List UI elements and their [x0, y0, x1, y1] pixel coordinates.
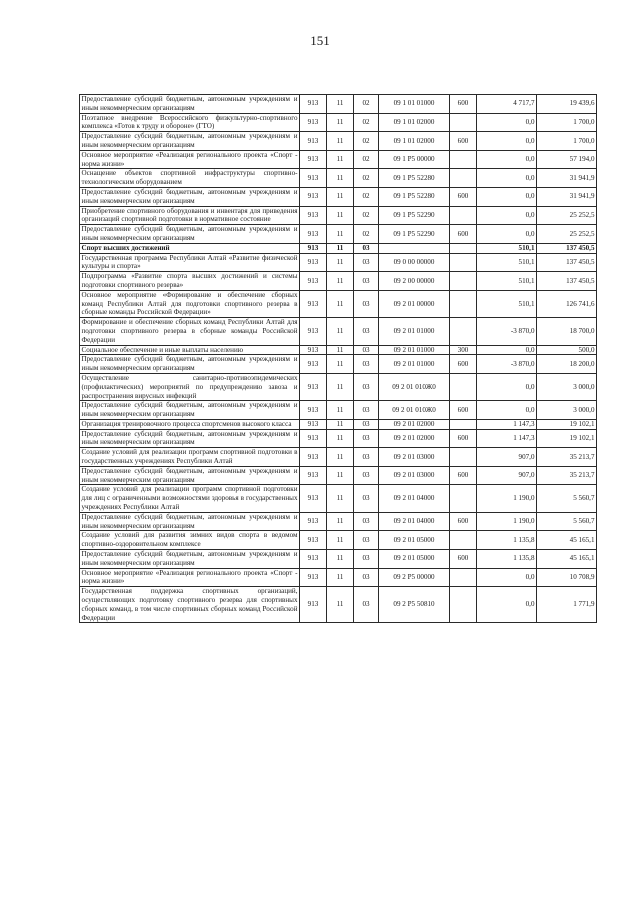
- cell-grbs: 913: [300, 485, 327, 512]
- cell-amount-change: 0,0: [477, 132, 537, 151]
- table-row: [80, 132, 597, 151]
- cell-subsection: 02: [354, 150, 379, 169]
- table-row: [80, 512, 597, 531]
- cell-subsection: 02: [354, 225, 379, 244]
- cell-amount-change: 0,0: [477, 150, 537, 169]
- cell-section: 11: [327, 318, 354, 345]
- cell-expense-type: 600: [450, 355, 477, 374]
- cell-section: 11: [327, 512, 354, 531]
- cell-target-article: 09 2 P5 00000: [379, 568, 450, 587]
- cell-target-article: 09 2 01 04000: [379, 485, 450, 512]
- table-row: [80, 587, 597, 623]
- cell-grbs: 913: [300, 466, 327, 485]
- budget-table: [79, 94, 597, 623]
- cell-section: 11: [327, 419, 354, 429]
- cell-amount-total: 25 252,5: [537, 225, 597, 244]
- cell-target-article: 09 2 01 02000: [379, 429, 450, 448]
- cell-grbs: 913: [300, 531, 327, 550]
- table-row: [80, 169, 597, 188]
- cell-expense-type: [450, 587, 477, 623]
- cell-section: 11: [327, 243, 354, 253]
- cell-target-article: 09 1 01 02000: [379, 113, 450, 132]
- cell-target-article: 09 2 01 01000: [379, 355, 450, 374]
- table-row: [80, 150, 597, 169]
- cell-amount-total: 45 165,1: [537, 550, 597, 569]
- cell-target-article: 09 2 01 03000: [379, 448, 450, 467]
- cell-name: Приобретение спортивного оборудования и инвентаря для приведения организаций спортивной подготовки в нормативное состояние: [81, 206, 298, 224]
- table-row: [80, 187, 597, 206]
- cell-subsection: 02: [354, 169, 379, 188]
- cell-subsection: 03: [354, 253, 379, 272]
- cell-subsection: 03: [354, 531, 379, 550]
- cell-amount-total: 25 252,5: [537, 206, 597, 225]
- cell-target-article: 09 1 P5 52290: [379, 225, 450, 244]
- cell-expense-type: [450, 253, 477, 272]
- table-row: [80, 290, 597, 317]
- cell-grbs: 913: [300, 568, 327, 587]
- cell-grbs: 913: [300, 355, 327, 374]
- cell-grbs: 913: [300, 206, 327, 225]
- cell-section: 11: [327, 485, 354, 512]
- cell-expense-type: [450, 448, 477, 467]
- cell-expense-type: 600: [450, 401, 477, 420]
- cell-amount-change: 510,1: [477, 272, 537, 291]
- cell-grbs: 913: [300, 318, 327, 345]
- cell-amount-change: 0,0: [477, 113, 537, 132]
- cell-expense-type: [450, 318, 477, 345]
- cell-expense-type: [450, 373, 477, 400]
- cell-subsection: 03: [354, 466, 379, 485]
- table-row: [80, 485, 597, 512]
- table-row: [80, 345, 597, 355]
- cell-name: Основное мероприятие «Формирование и обеспечение сборных команд Республики Алтай для подготовки спортивного резерва в сборные команды Российской Федерации»: [81, 290, 298, 317]
- cell-amount-total: 126 741,6: [537, 290, 597, 317]
- cell-expense-type: 300: [450, 345, 477, 355]
- cell-amount-change: 0,0: [477, 587, 537, 623]
- cell-amount-change: 4 717,7: [477, 95, 537, 114]
- cell-section: 11: [327, 206, 354, 225]
- cell-name: Создание условий для реализации программ спортивной подготовки для лиц с ограниченными возможностями здоровья в государственных учреждениях Республики Алтай: [81, 485, 298, 512]
- table-row: [80, 272, 597, 291]
- cell-amount-change: 1 147,3: [477, 419, 537, 429]
- cell-name: Предоставление субсидий бюджетным, автономным учреждениям и иным некоммерческим организациям: [81, 355, 298, 373]
- table-row: [80, 253, 597, 272]
- table-row: [80, 531, 597, 550]
- cell-name: Социальное обеспечение и иные выплаты населению: [80, 345, 300, 355]
- cell-subsection: 03: [354, 587, 379, 623]
- cell-grbs: 913: [300, 345, 327, 355]
- cell-subsection: 02: [354, 95, 379, 114]
- cell-amount-change: 1 190,0: [477, 512, 537, 531]
- cell-grbs: 913: [300, 448, 327, 467]
- cell-amount-change: 1 147,3: [477, 429, 537, 448]
- cell-subsection: 03: [354, 485, 379, 512]
- table-row: [80, 95, 597, 114]
- cell-section: 11: [327, 466, 354, 485]
- cell-amount-total: 5 560,7: [537, 512, 597, 531]
- cell-name: Предоставление субсидий бюджетным, автономным учреждениям и иным некоммерческим организациям: [81, 466, 298, 484]
- table-row: [80, 206, 597, 225]
- cell-expense-type: [450, 568, 477, 587]
- cell-name: Подпрограмма «Развитие спорта высших достижений и системы подготовки спортивного резерва»: [81, 272, 298, 289]
- cell-section: 11: [327, 225, 354, 244]
- cell-section: 11: [327, 132, 354, 151]
- cell-amount-change: 0,0: [477, 225, 537, 244]
- cell-subsection: 03: [354, 373, 379, 400]
- cell-section: 11: [327, 95, 354, 114]
- cell-amount-total: 1 700,0: [537, 132, 597, 151]
- cell-target-article: 09 1 01 02000: [379, 132, 450, 151]
- cell-target-article: [379, 243, 450, 253]
- cell-subsection: 03: [354, 272, 379, 291]
- cell-section: 11: [327, 272, 354, 291]
- cell-expense-type: 600: [450, 429, 477, 448]
- cell-grbs: 913: [300, 550, 327, 569]
- cell-amount-total: 31 941,9: [537, 187, 597, 206]
- table-row: [80, 466, 597, 485]
- table-row: [80, 318, 597, 345]
- cell-subsection: 03: [354, 243, 379, 253]
- cell-subsection: 03: [354, 355, 379, 374]
- cell-target-article: 09 1 P5 00000: [379, 150, 450, 169]
- cell-grbs: 913: [300, 243, 327, 253]
- cell-name: Предоставление субсидий бюджетным, автономным учреждениям и иным некоммерческим организациям: [81, 550, 298, 567]
- cell-subsection: 03: [354, 568, 379, 587]
- cell-amount-total: 5 560,7: [537, 485, 597, 512]
- table-row: [80, 419, 597, 429]
- cell-section: 11: [327, 373, 354, 400]
- cell-expense-type: [450, 169, 477, 188]
- cell-subsection: 03: [354, 419, 379, 429]
- cell-subsection: 03: [354, 290, 379, 317]
- cell-name: Предоставление субсидий бюджетным, автономным учреждениям и иным некоммерческим организациям: [81, 429, 298, 447]
- cell-target-article: 09 2 P5 50810: [379, 587, 450, 623]
- cell-grbs: 913: [300, 253, 327, 272]
- cell-amount-change: 1 135,8: [477, 531, 537, 550]
- cell-expense-type: [450, 150, 477, 169]
- cell-amount-change: 510,1: [477, 290, 537, 317]
- cell-target-article: 09 2 01 02000: [379, 419, 450, 429]
- page-number: 151: [310, 33, 330, 48]
- cell-grbs: 913: [300, 587, 327, 623]
- cell-section: 11: [327, 401, 354, 420]
- cell-target-article: 09 2 01 04000: [379, 512, 450, 531]
- cell-amount-total: 31 941,9: [537, 169, 597, 188]
- cell-target-article: 09 1 01 01000: [379, 95, 450, 114]
- cell-name: Государственная программа Республики Алтай «Развитие физической культуры и спорта»: [81, 253, 298, 271]
- cell-name: Оснащение объектов спортивной инфраструктуры спортивно-технологическим оборудованием: [81, 169, 298, 187]
- cell-amount-change: 907,0: [477, 466, 537, 485]
- cell-name: Государственная поддержка спортивных организаций, осуществляющих подготовку спортивного резерва для спортивных сборных команд, в том числе спортивных сборных команд Российской Федерации: [81, 587, 298, 622]
- cell-section: 11: [327, 150, 354, 169]
- cell-amount-change: -3 870,0: [477, 355, 537, 374]
- cell-expense-type: [450, 485, 477, 512]
- cell-subsection: 03: [354, 318, 379, 345]
- cell-section: 11: [327, 169, 354, 188]
- cell-section: 11: [327, 355, 354, 374]
- table-row: [80, 550, 597, 569]
- cell-grbs: 913: [300, 373, 327, 400]
- cell-grbs: 913: [300, 225, 327, 244]
- cell-subsection: 03: [354, 550, 379, 569]
- cell-amount-total: 19 102,1: [537, 429, 597, 448]
- cell-amount-total: 1 700,0: [537, 113, 597, 132]
- cell-expense-type: [450, 531, 477, 550]
- cell-name: Предоставление субсидий бюджетным, автономным учреждениям и иным некоммерческим организациям: [81, 187, 298, 205]
- cell-name: Основное мероприятие «Реализация регионального проекта «Спорт - норма жизни»: [81, 150, 298, 168]
- cell-target-article: 09 0 00 00000: [379, 253, 450, 272]
- cell-target-article: 09 2 01 05000: [379, 550, 450, 569]
- cell-amount-total: 18 200,0: [537, 355, 597, 374]
- cell-grbs: 913: [300, 187, 327, 206]
- cell-name: Предоставление субсидий бюджетным, автономным учреждениям и иным некоммерческим организациям: [81, 95, 298, 112]
- cell-expense-type: 600: [450, 225, 477, 244]
- cell-section: 11: [327, 187, 354, 206]
- cell-section: 11: [327, 550, 354, 569]
- cell-amount-total: 3 000,0: [537, 373, 597, 400]
- cell-section: 11: [327, 290, 354, 317]
- cell-amount-change: 0,0: [477, 169, 537, 188]
- cell-subsection: 02: [354, 132, 379, 151]
- cell-name: Предоставление субсидий бюджетным, автономным учреждениям и иным некоммерческим организациям: [81, 132, 298, 149]
- cell-target-article: 09 2 01 03000: [379, 466, 450, 485]
- cell-grbs: 913: [300, 512, 327, 531]
- cell-name: Формирование и обеспечение сборных команд Республики Алтай для подготовки спортивного резерва в сборные команды Российской Федерации: [81, 318, 298, 344]
- table-row: [80, 401, 597, 420]
- cell-name: Осуществление санитарно-противоэпидемических (профилактических) мероприятий по предупреждению завоза и распространения вирусных инфекций: [81, 373, 298, 400]
- cell-amount-change: 907,0: [477, 448, 537, 467]
- cell-amount-change: 0,0: [477, 206, 537, 225]
- cell-section: 11: [327, 587, 354, 623]
- cell-subsection: 03: [354, 401, 379, 420]
- table-row: [80, 448, 597, 467]
- cell-amount-change: 0,0: [477, 373, 537, 400]
- cell-grbs: 913: [300, 132, 327, 151]
- cell-amount-change: 0,0: [477, 401, 537, 420]
- cell-amount-change: 1 135,8: [477, 550, 537, 569]
- cell-section: 11: [327, 429, 354, 448]
- cell-name: Спорт высших достижений: [80, 243, 300, 253]
- cell-target-article: 09 1 P5 52290: [379, 206, 450, 225]
- cell-amount-total: 35 213,7: [537, 448, 597, 467]
- table-row: [80, 373, 597, 400]
- cell-amount-total: 1 771,9: [537, 587, 597, 623]
- cell-section: 11: [327, 531, 354, 550]
- cell-section: 11: [327, 568, 354, 587]
- table-row: [80, 225, 597, 244]
- cell-amount-total: 57 194,0: [537, 150, 597, 169]
- cell-target-article: 09 2 01 05000: [379, 531, 450, 550]
- cell-name: Предоставление субсидий бюджетным, автономным учреждениям и иным некоммерческим организациям: [81, 512, 298, 530]
- table-row: [80, 568, 597, 587]
- cell-grbs: 913: [300, 113, 327, 132]
- cell-amount-change: 510,1: [477, 243, 537, 253]
- cell-name: Предоставление субсидий бюджетным, автономным учреждениям и иным некоммерческим организациям: [81, 401, 298, 419]
- cell-grbs: 913: [300, 429, 327, 448]
- cell-target-article: 09 2 01 00000: [379, 290, 450, 317]
- cell-amount-total: 137 450,5: [537, 272, 597, 291]
- cell-grbs: 913: [300, 95, 327, 114]
- cell-target-article: 09 2 00 00000: [379, 272, 450, 291]
- cell-target-article: 09 1 P5 52280: [379, 169, 450, 188]
- table-row: [80, 243, 597, 253]
- cell-expense-type: [450, 113, 477, 132]
- cell-expense-type: 600: [450, 132, 477, 151]
- cell-grbs: 913: [300, 401, 327, 420]
- cell-subsection: 03: [354, 512, 379, 531]
- cell-expense-type: [450, 243, 477, 253]
- table-row: [80, 355, 597, 374]
- cell-grbs: 913: [300, 169, 327, 188]
- cell-expense-type: 600: [450, 466, 477, 485]
- cell-subsection: 03: [354, 448, 379, 467]
- cell-target-article: 09 2 01 01000: [379, 345, 450, 355]
- cell-expense-type: [450, 290, 477, 317]
- cell-amount-change: 1 190,0: [477, 485, 537, 512]
- cell-expense-type: 600: [450, 187, 477, 206]
- cell-grbs: 913: [300, 290, 327, 317]
- cell-amount-total: 137 450,5: [537, 253, 597, 272]
- cell-amount-change: 0,0: [477, 187, 537, 206]
- cell-expense-type: [450, 272, 477, 291]
- cell-grbs: 913: [300, 150, 327, 169]
- cell-amount-total: 137 450,5: [537, 243, 597, 253]
- cell-name: Организация тренировочного процесса спортсменов высокого класса: [80, 419, 300, 429]
- cell-grbs: 913: [300, 272, 327, 291]
- cell-amount-total: 10 708,9: [537, 568, 597, 587]
- table-row: [80, 113, 597, 132]
- cell-expense-type: 600: [450, 550, 477, 569]
- cell-target-article: 09 1 P5 52280: [379, 187, 450, 206]
- cell-amount-total: 500,0: [537, 345, 597, 355]
- cell-section: 11: [327, 113, 354, 132]
- cell-amount-change: -3 870,0: [477, 318, 537, 345]
- cell-subsection: 02: [354, 187, 379, 206]
- cell-name: Создание условий для реализации программ спортивной подготовки в государственных учреждениях Республики Алтай: [81, 448, 298, 466]
- cell-name: Предоставление субсидий бюджетным, автономным учреждениям и иным некоммерческим организациям: [81, 225, 298, 242]
- cell-name: Поэтапное внедрение Всероссийского физкультурно-спортивного комплекса «Готов к труду и обороне» (ГТО): [81, 113, 298, 131]
- cell-section: 11: [327, 253, 354, 272]
- cell-amount-total: 18 700,0: [537, 318, 597, 345]
- cell-target-article: 09 2 01 01000: [379, 318, 450, 345]
- cell-amount-total: 45 165,1: [537, 531, 597, 550]
- cell-expense-type: 600: [450, 95, 477, 114]
- cell-subsection: 02: [354, 113, 379, 132]
- cell-expense-type: [450, 206, 477, 225]
- cell-name: Создание условий для развития зимних видов спорта в ведомом спортивно-оздоровительном комплексе: [81, 531, 298, 549]
- cell-subsection: 03: [354, 429, 379, 448]
- cell-expense-type: 600: [450, 512, 477, 531]
- table-body: [80, 95, 597, 623]
- cell-target-article: 09 2 01 010Ж0: [379, 401, 450, 420]
- cell-target-article: 09 2 01 010Ж0: [379, 373, 450, 400]
- cell-subsection: 03: [354, 345, 379, 355]
- cell-amount-change: 0,0: [477, 568, 537, 587]
- cell-name: Основное мероприятие «Реализация регионального проекта «Спорт - норма жизни»: [81, 568, 298, 586]
- cell-amount-total: 19 439,6: [537, 95, 597, 114]
- cell-amount-change: 0,0: [477, 345, 537, 355]
- cell-subsection: 02: [354, 206, 379, 225]
- cell-section: 11: [327, 448, 354, 467]
- cell-grbs: 913: [300, 419, 327, 429]
- table-row: [80, 429, 597, 448]
- cell-expense-type: [450, 419, 477, 429]
- cell-amount-change: 510,1: [477, 253, 537, 272]
- cell-amount-total: 19 102,1: [537, 419, 597, 429]
- cell-amount-total: 35 213,7: [537, 466, 597, 485]
- cell-amount-total: 3 000,0: [537, 401, 597, 420]
- cell-section: 11: [327, 345, 354, 355]
